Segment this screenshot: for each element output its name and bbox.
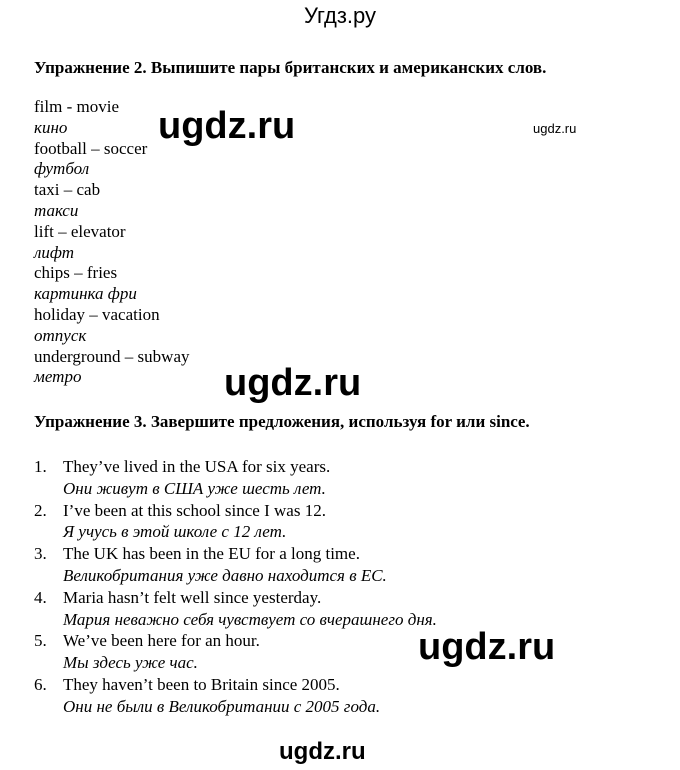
sentence-item (34, 587, 437, 631)
sentence-english: We’ve been here for an hour. (63, 631, 260, 651)
word-pair-translation: картинка фри (34, 284, 137, 304)
sentence-item (34, 500, 437, 544)
watermark: ugdz.ru (224, 362, 362, 404)
sentence-translation: Они не были в Великобритании с 2005 года. (63, 696, 381, 716)
sentence-translation: Великобритания уже давно находится в ЕС. (63, 565, 387, 585)
sentence-item (34, 630, 437, 674)
sentence-translation: Я учусь в этой школе с 12 лет. (63, 522, 287, 542)
word-pair-line: lift – elevator (34, 221, 126, 241)
sentence-english: They haven’t been to Britain since 2005. (63, 674, 340, 694)
sentence-english: Maria hasn’t felt well since yesterday. (63, 587, 322, 607)
watermark-footer: ugdz.ru (279, 738, 366, 765)
watermark-small: ugdz.ru (533, 121, 577, 136)
sentence-translation: Мария неважно себя чувствует со вчерашнего дня. (63, 609, 437, 629)
sentence-number: 4. (34, 587, 47, 607)
word-pair-line: film - movie (34, 97, 119, 116)
sentence-english: I’ve been at this school since I was 12. (63, 500, 326, 520)
word-pair-line: holiday – vacation (34, 304, 160, 324)
watermark: ugdz.ru (158, 105, 296, 147)
sentence-item (34, 674, 437, 718)
sentences-list (34, 456, 437, 718)
word-pair-translation: такси (34, 200, 79, 220)
sentence-item (34, 543, 437, 587)
sentence-number: 2. (34, 500, 47, 520)
sentence-number: 1. (34, 457, 47, 476)
word-pair-translation: футбол (34, 159, 90, 179)
word-pair-line: taxi – cab (34, 180, 101, 200)
word-pair-line: chips – fries (34, 263, 118, 283)
exercise-3-heading: Упражнение 3. Завершите предложения, используя for или since. (34, 412, 530, 431)
sentence-number: 6. (34, 674, 47, 694)
word-pair-translation: метро (34, 367, 82, 387)
sentence-translation: Мы здесь уже час. (63, 653, 198, 673)
sentence-english: They’ve lived in the USA for six years. (63, 457, 331, 476)
site-title: Угдз.ру (303, 3, 377, 28)
sentence-english: The UK has been in the EU for a long time. (63, 544, 360, 564)
sentence-item (34, 456, 437, 500)
sentence-number: 3. (34, 544, 47, 564)
word-pair-translation: кино (34, 117, 68, 137)
watermark: ugdz.ru (418, 626, 556, 668)
sentence-translation: Они живут в США уже шесть лет. (63, 478, 326, 498)
word-pair-line: underground – subway (34, 346, 190, 366)
sentence-number: 5. (34, 631, 47, 651)
word-pair-line: football – soccer (34, 138, 148, 158)
word-pair-translation: лифт (34, 242, 75, 262)
word-pair-translation: отпуск (34, 325, 87, 345)
exercise-2-heading: Упражнение 2. Выпишите пары британских и американских слов. (34, 58, 547, 77)
